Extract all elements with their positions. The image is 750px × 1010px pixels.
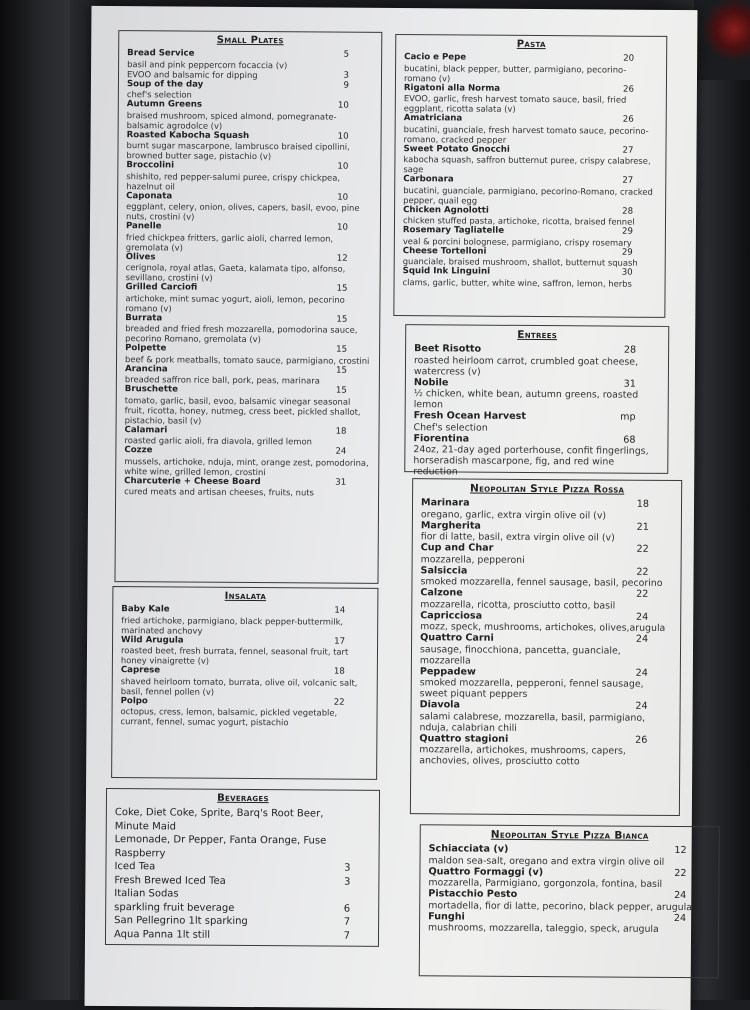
menu-item [420,587,672,611]
item-name: Caprese [120,665,161,676]
item-description: cured meats and artisan cheeses, fruits, nuts [124,486,314,498]
item-price: 10 [336,222,348,233]
item-name: Roasted Kabocha Squash [126,129,250,141]
item-description: bucatini, guanciale, parmigiano, pecorino-Romano, cracked pepper, quail egg [403,184,653,206]
item-price: 9 [343,80,349,91]
item-price: 6 [343,903,351,915]
item-name: Funghi [428,910,465,923]
menu-item [127,79,373,101]
pizza-bianca-list [420,843,719,935]
menu-item [419,699,671,734]
item-name: Squid Ink Linguini [402,266,491,277]
item-price: 24 [635,633,649,645]
menu-item [121,635,369,667]
item-name: Polpo [120,695,148,706]
item-description: mortadella, fior di latte, pecorino, black pepper, arugula [428,899,693,913]
item-name: Calamari [124,424,168,435]
menu-item [428,911,710,935]
item-name: Olives [125,251,156,262]
item-name: Charcuterie + Cheese Board [124,475,261,487]
item-name: Cheese Tortelloni [402,245,487,257]
item-name: Cup and Char [420,542,494,554]
item-price: 24 [635,700,648,712]
menu-item [403,266,657,288]
item-name: Nobile [413,376,449,388]
menu-item [419,733,671,768]
item-description: breaded saffron rice ball, pork, peas, marinara [124,374,320,386]
item-price: 24 [673,912,687,924]
item-name: Peppadew [419,665,476,678]
item-description: shishito, red pepper-salumi puree, crispy chickpea, hazelnut oil [126,170,341,191]
item-price: 22 [674,867,687,879]
item-name: Quattro stagioni [419,732,509,745]
menu-item [125,364,371,386]
item-description: beef & pork meatballs, tomato sauce, parmigiano, crostini [125,353,370,366]
menu-item [124,445,370,477]
item-price: 7 [343,930,351,942]
item-description: veal & porcini bolognese, parmigiano, crispy rosemary [402,235,632,248]
item-description: breaded and fried fresh mozzarella, pomodorina sauce, pecorino Romano, gremolata (v) [125,323,358,345]
item-price: 26 [622,84,634,95]
item-price: 15 [336,314,348,325]
item-description: octopus, cress, lemon, balsamic, pickled vegetable, currant, fennel, sumac yogurt, pistachio [120,706,338,728]
item-name: Beet Risotto [414,343,482,355]
pasta-list [395,52,667,288]
item-price: 3 [344,862,351,874]
item-description: eggplant, celery, onion, olives, capers, basil, evoo, pine nuts, crostini (v) [125,201,360,222]
item-name: Arancina [124,363,168,374]
item-name: Sweet Potato Gnocchi [403,143,510,155]
item-description: mozzarella, Parmigiano, gorgonzola, fontina, basil [428,877,663,890]
item-name: Burrata [125,312,163,323]
menu-item [404,52,658,84]
item-description: mozzarella, ricotta, prosciutto cotto, basil [420,598,616,612]
item-price: 24 [335,446,347,457]
item-description: oregano, garlic, extra virgin olive oil (v) [420,508,607,522]
item-description: Chef's selection [413,421,488,434]
menu-item [404,83,658,115]
entrees-section [404,324,669,478]
menu-item [126,221,372,253]
item-description: 24oz, 21-day aged porterhouse, confit fingerlings, horseradish mascarpone, fig, and red wine reduction [413,444,649,478]
item-description: mozzarella, artichokes, mushrooms, capers, anchovies, olives, prosciutto cotto [419,744,626,768]
beverages-list [106,806,379,943]
item-name: Salsiccia [420,564,468,577]
item-description: mozz, speck, mushrooms, artichokes, olives,arugula [420,621,666,634]
item-name: Carbonara [403,174,454,185]
item-description: braised mushroom, spiced almond, pomegranate-balsamic agrodolce (v) [126,109,337,131]
menu-item [421,542,673,566]
item-name: Schiacciata (v) [428,843,509,855]
item-name: Bread Service [127,48,195,59]
item-name: Aqua Panna 1lt still [113,928,211,941]
item-price: 24 [674,889,687,902]
pizza-rossa-section [410,478,682,816]
menu-item [121,665,369,697]
item-description: chef's selection [126,89,192,100]
item-description: smoked mozzarella, pepperoni, fennel sausage, sweet piquant peppers [419,677,644,700]
item-price: 30 [621,267,633,278]
item-description: basil and pink peppercorn focaccia (v) [127,58,288,70]
menu-item [114,928,370,943]
item-name: Coke, Diet Coke, Sprite, Barq's Root Beer, Minute Maid [114,807,324,833]
item-name: sparkling fruit beverage [114,901,235,914]
item-description: EVOO and balsamic for dipping [126,68,258,80]
section-title: Beverages [217,792,269,805]
item-name: Marinara [420,497,470,509]
menu-item [429,843,711,867]
section-title: Neopolitan Style Pizza Bianca [490,828,649,842]
item-name: Cozze [124,445,153,456]
item-price: 15 [335,385,347,396]
section-title: Neopolitan Style Pizza Rossa [469,482,625,496]
item-name: Bruschette [124,384,178,395]
menu-item [420,666,672,701]
item-name: Calzone [420,587,463,599]
item-description: tomato, garlic, basil, evoo, balsamic vinegar seasonal fruit, ricotta, honey, nutmeg, cress beet, pickled shallot, pistachio, basil (v) [124,394,361,426]
item-name: Rigatoni alla Norma [403,82,501,94]
item-price: 28 [623,344,637,356]
menu-item [421,497,673,521]
item-description: shaved heirloom tomato, burrata, olive oil, volcanic salt, basil, fennel pollen (v) [120,675,358,697]
item-description: sausage, finocchiona, pancetta, guanciale, mozzarella [419,643,621,667]
item-name: Grilled Carciofi [125,282,198,293]
item-price: 29 [621,226,633,237]
menu-item [124,476,370,498]
menu-item [126,252,372,284]
menu-item [125,282,371,314]
item-price: 68 [623,434,636,446]
item-name: Wild Arugula [121,634,184,646]
item-price: 14 [334,605,346,616]
menu-item [421,520,673,544]
item-price: 7 [343,916,351,928]
menu-item [414,343,660,378]
item-price: 10 [337,100,349,111]
item-price: 20 [623,53,635,64]
item-price: 22 [636,566,649,578]
item-description: roasted garlic aioli, fra diavola, grilled lemon [124,435,312,447]
menu-item [115,806,371,835]
item-description: burnt sugar mascarpone, lambrusco braised cipollini, browned butter sage, pistachio (v) [126,140,350,162]
menu-item [127,99,373,131]
item-name: Lemonade, Dr Pepper, Fanta Orange, Fuse Raspberry [114,834,327,859]
item-price: 22 [636,588,649,600]
menu-item [121,604,369,636]
item-description: cerignola, royal atlas, Gaeta, kalamata tipo, alfonso, sevillano, crostini (v) [125,262,346,283]
item-description: maldon sea-salt, oregano and extra virgin olive oil [428,854,665,868]
item-description: fried artichoke, parmigiano, black pepper-buttermilk, marinated anchovy [121,614,344,636]
item-description: roasted beet, fresh burrata, fennel, seasonal fruit, tart honey vinaigrette (v) [120,645,349,666]
menu-item [127,48,373,70]
item-name: Diavola [419,699,461,711]
item-price: 10 [337,161,349,172]
menu-item [115,833,371,862]
item-price: 3 [343,876,351,888]
menu-item [125,313,371,345]
item-name: Fresh Ocean Harvest [413,410,527,422]
item-description: roasted heirloom carrot, crumbled goat cheese, watercress (v) [413,354,639,378]
item-price: 18 [335,426,347,437]
item-price: 28 [622,206,634,217]
item-name: Polpette [125,343,167,354]
item-price: 10 [337,131,349,142]
menu-item [428,866,710,890]
item-description: kabocha squash, saffron butternut puree, crispy calabrese, sage [403,154,651,175]
menu-item [414,377,660,412]
menu-item [404,113,658,145]
item-description: EVOO, garlic, fresh harvest tomato sauce, basil, fried eggplant, ricotta salata (v) [403,93,627,114]
item-price: 26 [622,114,634,125]
pizza-rossa-list [411,497,681,768]
item-price: 27 [622,145,634,156]
item-price: 12 [674,844,687,857]
menu-item [126,160,372,192]
menu-item [403,144,657,176]
item-price: 18 [333,666,345,677]
item-price: 5 [343,49,350,60]
pasta-section [393,34,667,318]
menu-page [85,6,698,1010]
item-price: mp [620,411,636,423]
item-name: Caponata [126,190,173,201]
menu-item [413,433,659,479]
small-plates-list [116,48,381,498]
entrees-list [405,343,668,479]
menu-item [403,246,657,268]
menu-item [428,888,710,912]
menu-item [414,410,660,434]
item-name: Chicken Agnolotti [403,204,489,216]
menu-item [125,384,371,426]
item-price: 17 [334,636,346,647]
item-description: salami calabrese, mozzarella, basil, parmigiano, nduja, calabrian chili [419,710,646,734]
menu-item [420,610,672,634]
background-object [694,0,750,80]
item-name: Soup of the day [126,78,204,90]
item-price: 29 [621,247,633,258]
menu-item [126,130,372,162]
item-description: chicken stuffed pasta, artichoke, ricotta, braised fennel [402,215,635,227]
item-name: Amatriciana [403,113,463,124]
item-price: 12 [336,253,348,264]
menu-item [120,696,368,728]
section-title: Insalata [224,590,267,603]
item-name: Capricciosa [420,609,483,622]
menu-item [126,191,372,223]
menu-binder-left [0,0,70,1000]
item-description: mozzarella, pepperoni [420,553,525,566]
item-name: Quattro Formaggi (v) [428,865,544,878]
item-price: 15 [335,365,347,376]
item-price: 18 [636,498,650,510]
item-price: 31 [623,378,636,390]
item-description: ½ chicken, white bean, autumn greens, roasted lemon [413,388,639,411]
item-name: Fiorentina [413,432,470,445]
item-price: 22 [636,543,649,555]
item-price: 31 [335,477,347,488]
item-price: 10 [337,192,349,203]
item-name: Baby Kale [121,604,170,615]
section-title: Pasta [516,38,546,51]
item-description: clams, garlic, butter, white wine, saffron, lemon, herbs [402,276,632,289]
menu-item [403,205,657,227]
section-title: Entrees [517,328,558,342]
item-description: bucatini, black pepper, butter, parmigiano, pecorino-romano (v) [403,62,627,83]
item-description: guanciale, braised mushroom, shallot, butternut squash [402,256,638,268]
item-description: mushrooms, mozzarella, taleggio, speck, arugula [428,922,659,935]
item-name: Iced Tea [114,861,156,873]
item-name: San Pellegrino 1lt sparking [114,915,248,928]
item-name: Italian Sodas [114,888,179,900]
item-price: 24 [635,611,649,623]
item-name: Rosemary Tagliatelle [402,225,505,236]
item-description: mussels, artichoke, nduja, mint, orange zest, pomodorina, white wine, grilled lemon, crostini [124,455,369,477]
item-price: 15 [336,283,348,294]
item-description: fried chickpea fritters, garlic aioli, charred lemon, gremolata (v) [125,231,334,253]
item-description: fior di latte, basil, extra virgin olive oil (v) [420,531,615,544]
item-name: Fresh Brewed Iced Tea [114,874,226,887]
insalata-section [111,586,378,780]
item-name: Panelle [125,221,162,232]
menu-item [125,343,371,365]
section-title: Small Plates [216,34,284,47]
menu-item [420,632,672,667]
menu-item [403,174,657,206]
menu-item [403,225,657,247]
item-name: Pistacchio Pesto [428,888,518,900]
item-description: smoked mozzarella, fennel sausage, basil, pecorino [420,576,663,589]
menu-item [420,565,672,589]
item-name: Autumn Greens [126,99,203,110]
item-price: 27 [622,175,634,186]
item-price: 22 [333,697,345,708]
menu-item [124,425,370,447]
small-plates-section [114,30,382,584]
pizza-bianca-section [419,824,720,978]
beverages-section [105,788,380,947]
item-price: 15 [336,344,348,355]
item-description: bucatini, guanciale, fresh harvest tomato sauce, pecorino-romano, cracked pepper [403,123,649,145]
item-price: 3 [343,70,350,81]
item-description: artichoke, mint sumac yogurt, aioli, lemon, pecorino romano (v) [125,292,345,313]
item-name: Cacio e Pepe [404,52,467,63]
item-name: Broccolini [126,160,175,171]
item-name: Margherita [420,519,481,532]
item-price: 21 [636,521,649,533]
item-name: Quattro Carni [420,632,494,644]
item-price: 24 [635,667,648,679]
insalata-list [112,604,377,728]
item-price: 26 [635,734,648,746]
